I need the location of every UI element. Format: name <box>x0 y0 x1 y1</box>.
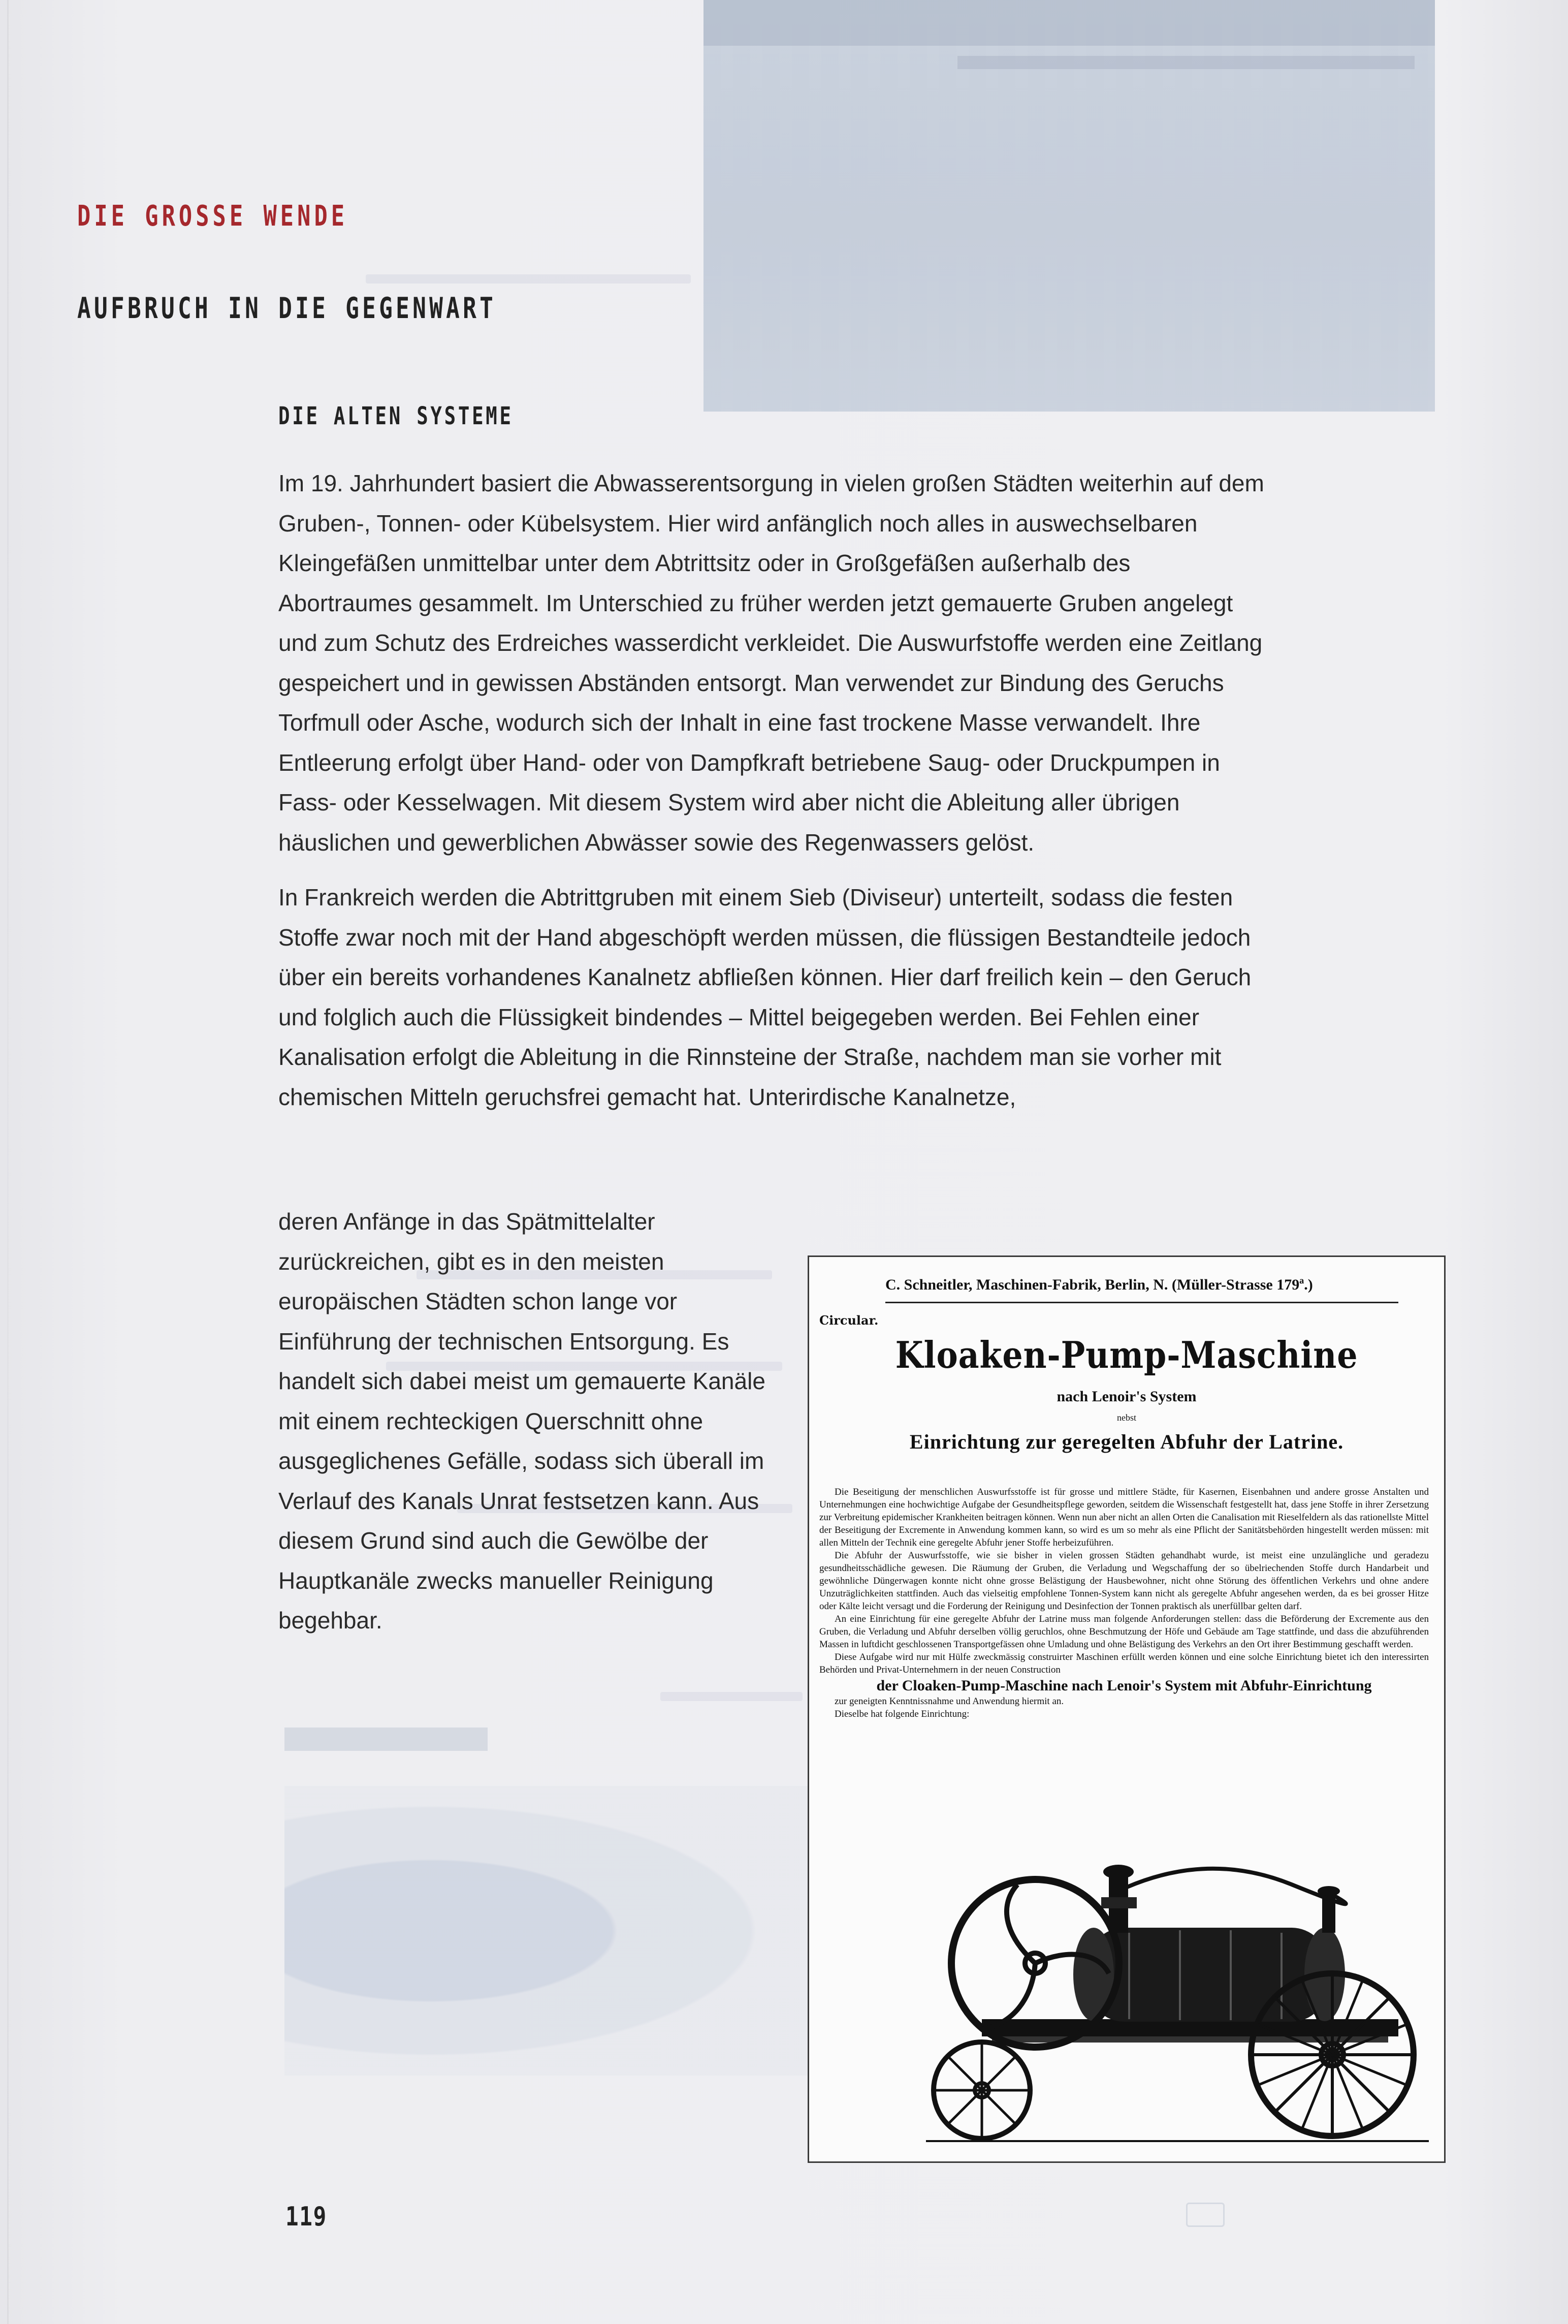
paragraph: Im 19. Jahrhundert basiert die Abwasserentsorgung in vielen großen Städten weiterhin auf dem Gruben-, Tonnen- oder Kübelsystem. Hier wird anfänglich noch alles in auswechselbaren Kleingefäßen unmittelbar unter dem Abtrittsitz oder in Großgefäßen außerhalb des Abortraumes gesammelt. Im Unterschied zu früher werden jetzt gemauerte Gruben angelegt und zum Schutz des Erdreiches wasserdicht verkleidet. Die Auswurfstoffe werden eine Zeitlang gespeichert und in gewissen Abständen entsorgt. Man verwendet zur Bindung des Geruchs Torfmull oder Asche, wodurch sich der Inhalt in eine fast trockene Masse verwandelt. Ihre Entleerung erfolgt über Hand- oder von Dampfkraft betriebene Saug- oder Druckpumpen in Fass- oder Kesselwagen. Mit diesem System wird aber nicht die Ableitung aller übrigen häuslichen und gewerblichen Abwässer sowie des Regenwassers gelöst. <box>278 470 1264 856</box>
ad-circular-label: Circular. <box>819 1313 879 1328</box>
page-number: 119 <box>285 2202 327 2232</box>
ad-subtitle: nach Lenoir's System <box>1057 1388 1197 1405</box>
ad-paragraph: zur geneigten Kenntnissnahme und Anwendung hiermit an. <box>835 1696 1064 1707</box>
pump-machine-illustration <box>895 1836 1444 2151</box>
section-heading: DIE ALTEN SYSTEME <box>278 402 514 430</box>
ad-paragraph: Die Beseitigung der menschlichen Auswurfsstoffe ist für grosse und mittlere Städte, für Kasernen, Eisenbahnen und andere grosse Anstalten und Unternehmungen eine hochwichtige Aufgabe der Gesundheitspflege geworden, seitdem die Wissenschaft festgestellt hat, dass jene Stoffe in ihrer Zersetzung zur Verbreitung epidemischer Krankheiten beitragen können. Wenn nun aber nicht an allen Orten die Canalisation mit Rieselfeldern als das rationellste Mittel der Beseitigung der Excremente in Anwendung kommen kann, so wird es um so mehr als eine Pflicht der Sanitätsbehörden hingestellt werden müssen: mit allen Mitteln der Technik eine geregelte Abfuhr jener Stoffe herbeizuführen. <box>819 1487 1429 1548</box>
bleed-through-line <box>366 274 691 284</box>
ad-title: Kloaken-Pump-Maschine <box>895 1333 1358 1376</box>
ad-paragraph: Dieselbe hat folgende Einrichtung: <box>835 1709 970 1719</box>
ad-paragraph: An eine Einrichtung für eine geregelte Abfuhr der Latrine muss man folgende Anforderungen stellen: dass die Beförderung der Excremente aus den Gruben, die Verladung und Abfuhr derselben völlig geruchlos, ohne Beschmutzung der Höfe und Gebäude am Tage stattfinde, und dass die abzuführenden Massen in luftdicht geschlossenen Transportgefässen ohne Umladung und ohne Belästigung des Verkehrs an den Ort ihrer Bestimmung geschafft werden. <box>819 1614 1429 1650</box>
bleed-through-roof <box>703 0 1435 46</box>
ad-header-rule <box>885 1302 1398 1303</box>
advertisement-figure <box>808 1255 1446 2163</box>
chapter-kicker: DIE GROSSE WENDE <box>77 200 348 233</box>
ad-paragraph: Diese Aufgabe wird nur mit Hülfe zweckmässig construirter Maschinen erfüllt werden können und eine solche Einrichtung bietet ich den interessirten Behörden und Privat-Unternehmern in der neuen Construction <box>819 1652 1429 1675</box>
ad-nebst: nebst <box>1117 1412 1136 1423</box>
page-edge <box>7 0 9 2324</box>
paragraph: In Frankreich werden die Abtrittgruben mit einem Sieb (Diviseur) unterteilt, sodass die festen Stoffe zwar noch mit der Hand abgeschöpft werden müssen, die flüssigen Bestandteile jedoch über ein bereits vorhandenes Kanalnetz abfließen können. Hier darf freilich kein – den Geruch und folglich auch die Flüssigkeit bindendes – Mittel beigegeben werden. Bei Fehlen einer Kanalisation erfolgt die Ableitung in die Rinnsteine der Straße, nachdem man sie vorher mit chemischen Mitteln geruchsfrei gemacht hat. Unterirdische Kanalnetze, <box>278 884 1252 1110</box>
bleed-through-photo <box>703 0 1435 412</box>
bleed-through-header <box>957 56 1415 69</box>
paragraph-continuation: deren Anfänge in das Spätmittelalter zurückreichen, gibt es in den meisten europäischen Städten schon lange vor Einführung der technischen Entsorgung. Es handelt sich dabei meist um gemauerte Kanäle mit einem rechteckigen Querschnitt ohne ausgeglichenes Gefälle, sodass sich überall im Verlauf des Kanals Unrat festsetzen kann. Aus diesem Grund sind auch die Gewölbe der Hauptkanäle zwecks manueller Reinigung begehbar. <box>278 1208 765 1634</box>
ad-body-text <box>819 1486 1429 1720</box>
ad-highlight-line: der Cloaken-Pump-Maschine nach Lenoir's System mit Abfuhr-Einrichtung <box>876 1677 1372 1694</box>
ad-einrichtung: Einrichtung zur geregelten Abfuhr der Latrine. <box>909 1430 1344 1453</box>
body-text <box>278 463 1269 1132</box>
chapter-title: AUFBRUCH IN DIE GEGENWART <box>77 292 497 325</box>
ad-paragraph: Die Abfuhr der Auswurfsstoffe, wie sie bisher in vielen grossen Städten gehandhabt wurde, ist meist eine unzulängliche und geradezu gesundheitsschädliche gewesen. Die Räumung der Gruben, die Verladung und Wegschaffung der so übelriechenden Stoffe durch Handarbeit und gewöhnliche Düngerwagen konnte nicht ohne grosse Belästigung der Hausbewohner, nicht ohne Störung des öffentlichen Verkehrs und ohne andere Unzuträglichkeiten stattfinden. Auch das vielseitig empfohlene Tonnen-System kann nicht als geregelte Abfuhr angesehen werden, da es bei grosser Hitze oder Kälte leicht versagt und die Forderung der Reinigung und Desinfection der Tonnen praktisch als unerfüllbar gelten darf. <box>819 1550 1429 1612</box>
bleed-through-line <box>660 1692 803 1701</box>
bleed-through-heading <box>284 1728 488 1751</box>
ad-header: C. Schneitler, Maschinen-Fabrik, Berlin, N. (Müller-Strasse 179ª.) <box>885 1276 1313 1293</box>
bleed-through-page-number <box>1186 2203 1225 2227</box>
bleed-through-medallion <box>284 1786 808 2076</box>
